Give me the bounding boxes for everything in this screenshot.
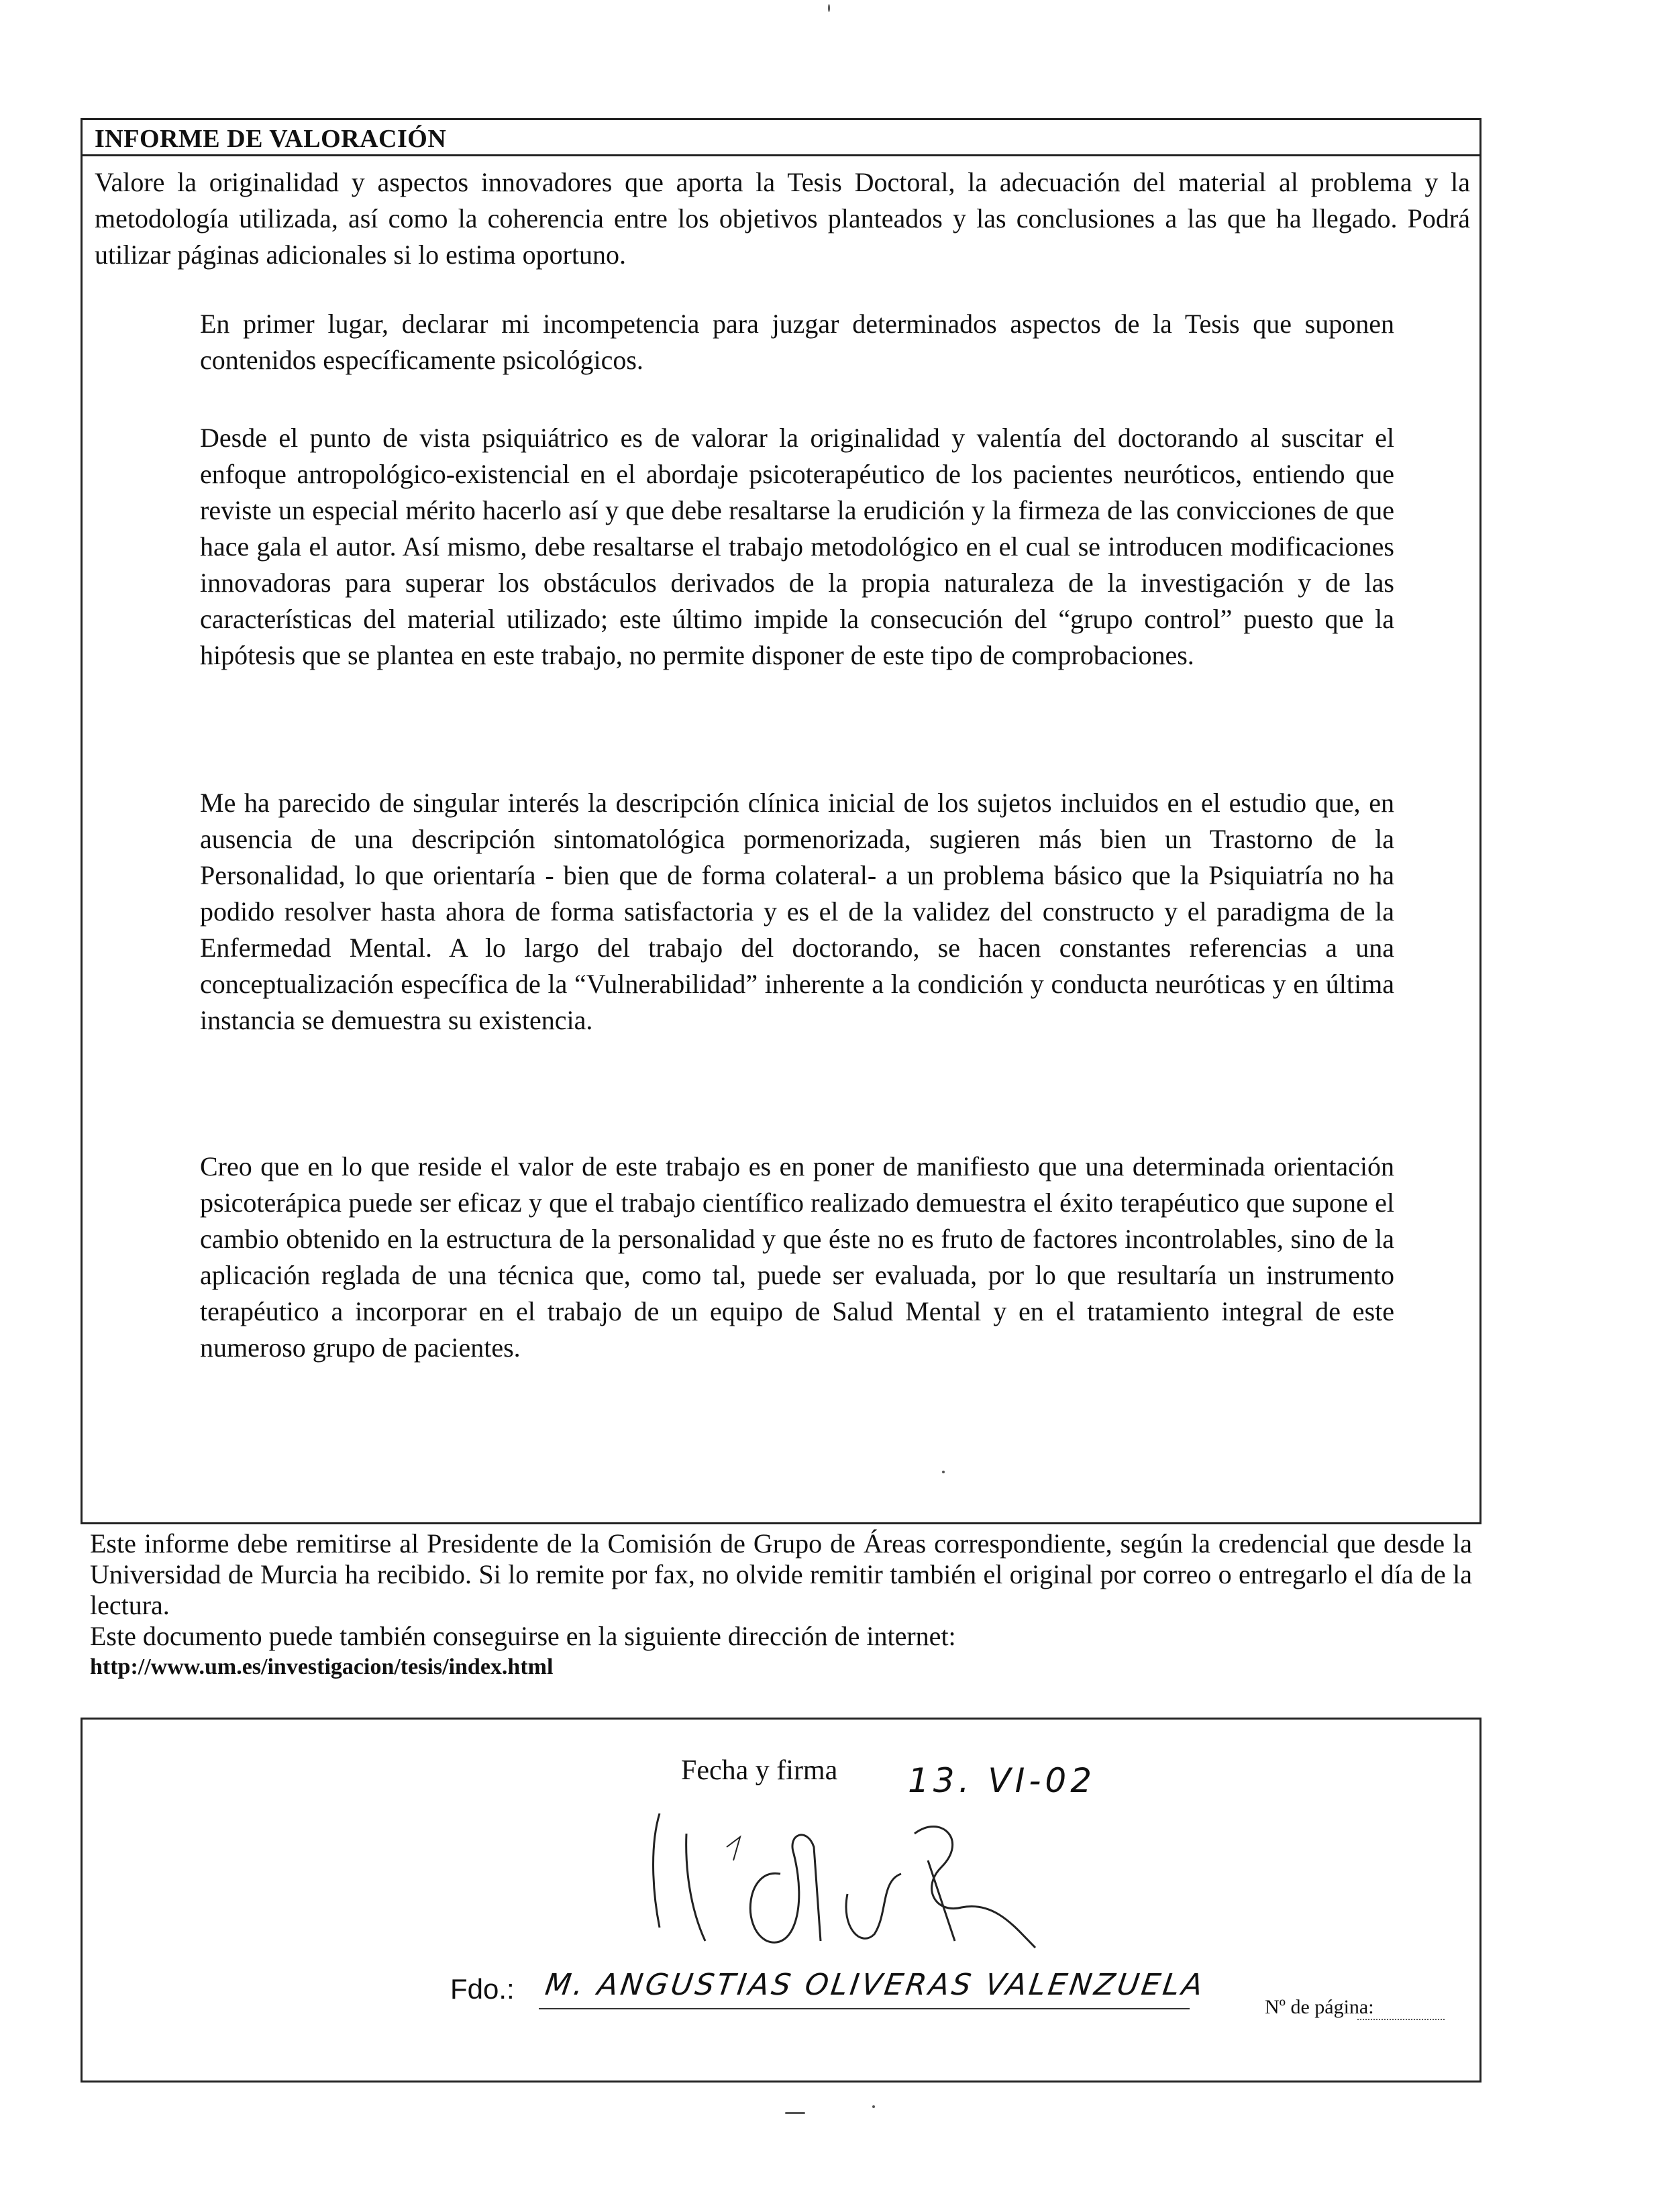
paragraph-text: Me ha parecido de singular interés la descripción clínica inicial de los sujetos incluidos en el estudio que, en ausencia de una descripción sintomatológica pormenorizada, sugieren más bien un Trastorno de la Personalidad, lo que orientaría - bien que de forma colateral- a un problema básico que la Psiquiatría no ha podido resolver hasta ahora de forma satisfactoria y es el de la validez del constructo y el paradigma de la Enfermedad Mental. A lo largo del trabajo del doctorando, se hacen constantes referencias a una conceptualización específica de la “Vulnerabilidad” inherente a la condición y conducta neuróticas y en última instancia se demuestra su existencia. bbox=[200, 788, 1394, 1035]
signature-box bbox=[81, 1718, 1481, 2083]
paragraph-text: Desde el punto de vista psiquiátrico es de valorar la originalidad y valentía del doctorando al suscitar el enfoque antropológico-existencial en el abordaje psicoterapéutico de los pacientes neuróticos, entiendo que reviste un especial mérito hacerlo así y que debe resaltarse la erudición y la firmeza de las convicciones de que hace gala el autor. Así mismo, debe resaltarse el trabajo metodológico en el cual se introducen modificaciones innovadoras para superar los obstáculos derivados de la propia naturaleza de la investigación y de las características del material utilizado; este último impide la consecución del “grupo control” puesto que la hipótesis que se plantea en este trabajo, no permite disponer de este tipo de comprobaciones. bbox=[200, 423, 1394, 670]
web-address-link[interactable]: http://www.um.es/investigacion/tesis/index.html bbox=[90, 1654, 554, 1679]
web-address-note: Este documento puede también conseguirse en la siguiente dirección de internet: bbox=[90, 1621, 956, 1651]
report-paragraph bbox=[99, 785, 1394, 1039]
report-paragraph bbox=[99, 306, 1394, 378]
report-instructions: Valore la originalidad y aspectos innovadores que aporta la Tesis Doctoral, la adecuación del material al problema y la metodología utilizada, así como la coherencia entre los objetivos planteados y las conclusiones a las que ha llegado. Podrá utilizar páginas adicionales si lo estima oportuno. bbox=[95, 167, 1470, 270]
handwritten-signature bbox=[525, 1773, 1129, 1974]
scan-speck bbox=[872, 2105, 875, 2108]
scan-speck bbox=[785, 2112, 805, 2114]
submission-notes bbox=[90, 1528, 1472, 1683]
signature-line bbox=[539, 2008, 1190, 2009]
page-number-label: Nº de página: bbox=[1265, 1996, 1374, 2018]
date-signature-label: Fecha y firma bbox=[681, 1755, 838, 1786]
signed-by-label: Fdo.: bbox=[450, 1973, 515, 2005]
paragraph-text: Creo que en lo que reside el valor de este trabajo es en poner de manifiesto que una determinada orientación psicoterápica puede ser eficaz y que el trabajo científico realizado demuestra el éxito terapéutico que supone el cambio obtenido en la estructura de la personalidad y que éste no es fruto de factores incontrolables, sino de la aplicación reglada de una técnica que, como tal, puede ser evaluada, por lo que resultaría un instrumento terapéutico a incorporar en el trabajo de un equipo de Salud Mental y en el tratamiento integral de este numeroso grupo de pacientes. bbox=[200, 1151, 1394, 1363]
scan-speck bbox=[828, 4, 830, 12]
report-paragraph bbox=[99, 1149, 1394, 1366]
paragraph-text: En primer lugar, declarar mi incompetencia para juzgar determinados aspectos de la Tesis que suponen contenidos específicamente psicológicos. bbox=[200, 309, 1394, 375]
report-header bbox=[83, 120, 1479, 156]
report-title: INFORME DE VALORACIÓN bbox=[95, 125, 447, 153]
submission-instructions: Este informe debe remitirse al Presidente de la Comisión de Grupo de Áreas correspondiente, según la credencial que desde la Universidad de Murcia ha recibido. Si lo remite por fax, no olvide remitir también el original por correo o entregarlo el día de la lectura. bbox=[90, 1528, 1472, 1620]
page-number-blank bbox=[1357, 2019, 1445, 2020]
signer-name: M. ANGUSTIAS OLIVERAS VALENZUELA bbox=[543, 1968, 1208, 2002]
report-paragraph bbox=[99, 420, 1394, 674]
handwritten-date: 13. VI-02 bbox=[908, 1761, 1096, 1800]
